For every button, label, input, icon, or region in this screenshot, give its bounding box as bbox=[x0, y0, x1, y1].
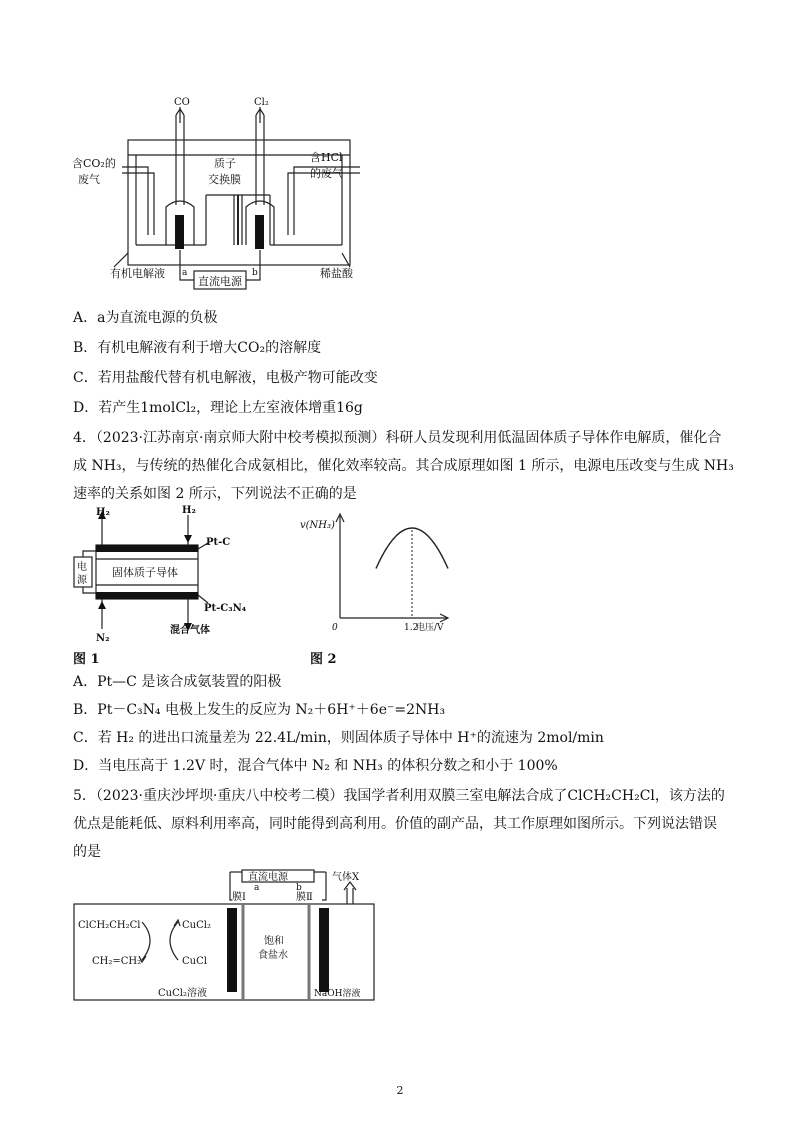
q4-fig1-pt-c3n4: Pt-C₃N₄ bbox=[204, 603, 247, 614]
q5-ethylene-label: CH₂=CH₂ bbox=[92, 956, 142, 967]
q5-brine-label-2: 食盐水 bbox=[258, 950, 288, 961]
q4-stem-line-2: 成 NH₃，与传统的热催化合成氨相比，催化效率较高。其合成原理如图 1 所示，电源电压改变与生成 NH₃ bbox=[73, 458, 734, 474]
q3-right-gas-label-2: 的废气 bbox=[310, 167, 343, 180]
q4-fig1-power-1: 电 bbox=[77, 562, 87, 573]
q3-option-d: D．若产生1molCl₂，理论上左室液体增重16g bbox=[73, 400, 363, 416]
q5-membrane-2-label: 膜Ⅱ bbox=[296, 892, 313, 903]
q4-option-c: C．若 H₂ 的进出口流量差为 22.4L/min，则固体质子导体中 H⁺的流速为 2mol/min bbox=[73, 730, 604, 746]
q4-stem-line-1: 4．（2023·江苏南京·南京师大附中校考模拟预测）科研人员发现利用低温固体质子导体作电解质，催化合 bbox=[73, 430, 722, 446]
chart-origin-label: 0 bbox=[332, 623, 338, 633]
q5-cucl-label: CuCl bbox=[182, 956, 207, 967]
q5-left-solution-label: CuCl₂溶液 bbox=[158, 988, 207, 999]
q5-stem-line-1: 5．（2023·重庆沙坪坝·重庆八中校考二模）我国学者利用双膜三室电解法合成了ClCH₂CH₂Cl，该方法的 bbox=[73, 788, 725, 804]
q4-option-b: B．Pt－C₃N₄ 电极上发生的反应为 N₂＋6H⁺＋6e⁻=2NH₃ bbox=[73, 702, 446, 718]
q3-left-gas-label-1: 含CO₂的 bbox=[72, 157, 116, 170]
q4-option-a: A．Pt—C 是该合成氨装置的阳极 bbox=[73, 674, 282, 690]
q5-right-solution-label: NaOH溶液 bbox=[314, 989, 361, 999]
q3-left-liquid-label: 有机电解液 bbox=[110, 267, 165, 280]
q5-stem-line-3: 的是 bbox=[73, 844, 101, 860]
q4-fig1-pt-c: Pt-C bbox=[206, 537, 231, 548]
q4-fig1-h2-left: H₂ bbox=[96, 507, 110, 518]
q4-fig1-h2-right: H₂ bbox=[182, 505, 196, 516]
q3-right-gas-label-1: 含HCl bbox=[310, 151, 343, 164]
q3-power-label: 直流电源 bbox=[198, 275, 242, 288]
q3-membrane-label-2: 交换膜 bbox=[208, 173, 241, 186]
q5-cucl2-label: CuCl₂ bbox=[182, 920, 211, 931]
q3-membrane-label-1: 质子 bbox=[214, 157, 236, 170]
q5-membrane-1-label: 膜Ⅰ bbox=[232, 892, 246, 903]
q4-figure-1 bbox=[70, 503, 247, 648]
q3-co-label: CO bbox=[174, 97, 190, 108]
q5-a-label: a bbox=[254, 883, 260, 893]
q3-option-c: C．若用盐酸代替有机电解液，电极产物可能改变 bbox=[73, 370, 378, 386]
q3-right-liquid-label: 稀盐酸 bbox=[320, 267, 353, 280]
q3-left-gas-label-2: 废气 bbox=[78, 173, 100, 186]
q5-figure bbox=[70, 860, 380, 1005]
q5-power-label: 直流电源 bbox=[248, 872, 288, 883]
q4-fig1-n2: N₂ bbox=[96, 633, 110, 644]
q3-option-a: A．a为直流电源的负极 bbox=[73, 310, 218, 326]
q4-option-d: D．当电压高于 1.2V 时，混合气体中 N₂ 和 NH₃ 的体积分数之和小于 100% bbox=[73, 758, 558, 774]
q5-gas-x-label: 气体X bbox=[332, 872, 360, 883]
q3-b-label: b bbox=[252, 268, 258, 278]
q4-fig1-power-2: 源 bbox=[77, 575, 87, 586]
q4-fig2-label: 图 2 bbox=[310, 652, 337, 667]
q5-brine-label-1: 饱和 bbox=[264, 936, 284, 947]
q5-stem-line-2: 优点是能耗低、原料利用率高，同时能得到高利用。价值的副产品，其工作原理如图所示。下列说法错误 bbox=[73, 816, 717, 832]
chart-xlabel: 电压/V bbox=[416, 623, 444, 633]
q4-figure-2-chart bbox=[300, 510, 460, 635]
q5-dce-label: ClCH₂CH₂Cl bbox=[78, 920, 141, 931]
page-number: 2 bbox=[396, 1084, 404, 1097]
q3-figure bbox=[70, 95, 370, 300]
q3-a-label: a bbox=[182, 268, 188, 278]
q3-cl2-label: Cl₂ bbox=[254, 97, 269, 108]
q4-fig1-label: 图 1 bbox=[73, 652, 100, 667]
q3-option-b: B．有机电解液有利于增大CO₂的溶解度 bbox=[73, 340, 322, 356]
chart-xtick-1-2: 1.2 bbox=[404, 623, 419, 633]
chart-ylabel: v(NH₃) bbox=[300, 520, 335, 531]
q4-stem-line-3: 速率的关系如图 2 所示，下列说法不正确的是 bbox=[73, 486, 357, 502]
q4-fig1-conductor: 固体质子导体 bbox=[112, 566, 178, 579]
q4-fig1-mixed: 混合气体 bbox=[170, 625, 210, 636]
q5-b-label: b bbox=[296, 883, 302, 893]
